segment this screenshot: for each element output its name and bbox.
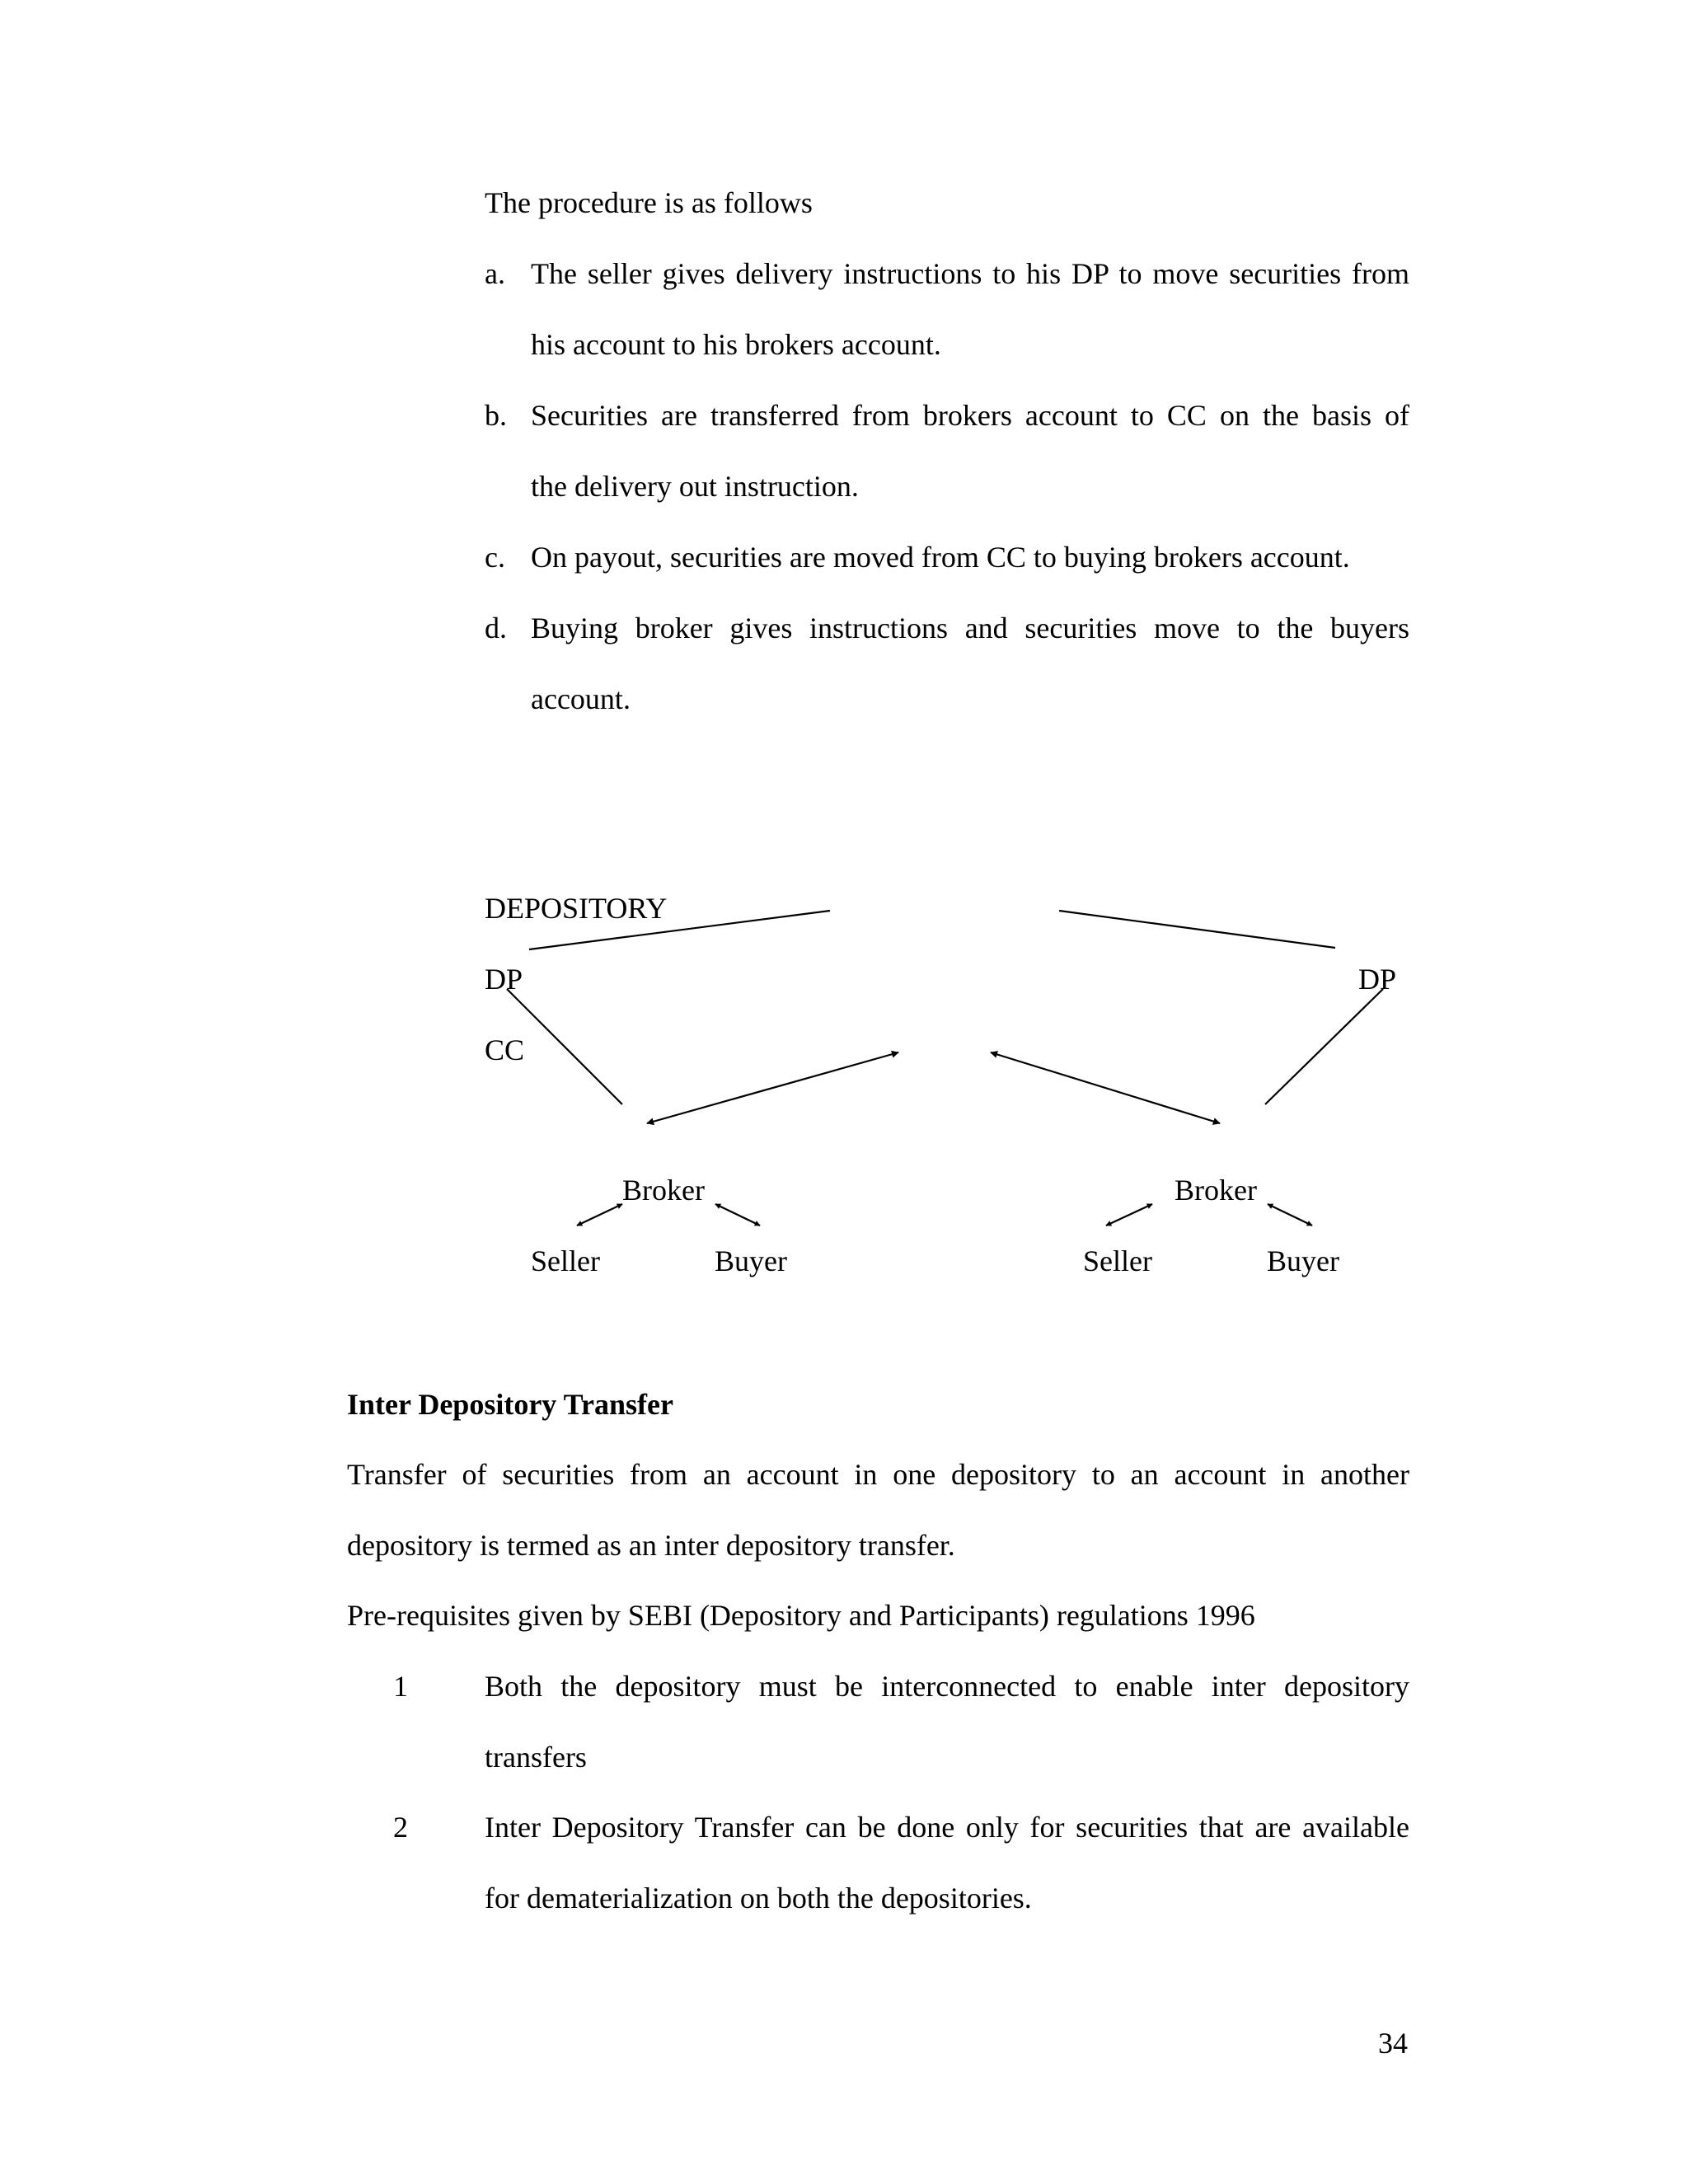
step-text-line: the delivery out instruction. xyxy=(531,470,859,503)
step-marker: a. xyxy=(485,257,505,290)
step-text-line: his account to his brokers account. xyxy=(531,328,941,361)
prereq-text-line: for dematerialization on both the depositories. xyxy=(485,1882,1032,1915)
dp-right-label: DP xyxy=(1358,963,1397,996)
left-seller-label: Seller xyxy=(531,1244,600,1277)
step-marker: c. xyxy=(485,541,505,574)
dp-left-label: DP xyxy=(485,963,523,996)
depository-right-connector xyxy=(1059,911,1335,948)
dp-right-to-broker-line xyxy=(1265,989,1383,1104)
step-text-line: Securities are transferred from brokers account to CC on the basis of xyxy=(531,399,1409,432)
step-text-line: The seller gives delivery instructions to his DP to move securities from xyxy=(531,257,1409,290)
left-broker-label: Broker xyxy=(622,1174,705,1207)
right-broker-label: Broker xyxy=(1175,1174,1257,1207)
section-paragraph-line: depository is termed as an inter depository transfer. xyxy=(347,1529,955,1562)
prereq-text-line: transfers xyxy=(485,1741,587,1774)
left-broker-buyer-arrow xyxy=(715,1204,760,1226)
step-text-line: On payout, securities are moved from CC to buying brokers account. xyxy=(531,541,1350,574)
right-seller-label: Seller xyxy=(1083,1244,1152,1277)
left-buyer-label: Buyer xyxy=(715,1244,787,1277)
left-broker-seller-arrow xyxy=(577,1204,622,1226)
step-marker: d. xyxy=(485,612,507,644)
cc-label: CC xyxy=(485,1033,525,1066)
right-buyer-label: Buyer xyxy=(1267,1244,1339,1277)
prereq-number: 2 xyxy=(393,1811,408,1844)
right-broker-buyer-arrow xyxy=(1268,1204,1312,1226)
depository-label: DEPOSITORY xyxy=(485,892,668,925)
right-broker-seller-arrow xyxy=(1106,1204,1152,1226)
cc-to-right-broker-arrow xyxy=(991,1052,1220,1123)
prereq-intro: Pre-requisites given by SEBI (Depository and Participants) regulations 1996 xyxy=(347,1599,1255,1632)
step-text-line: Buying broker gives instructions and securities move to the buyers xyxy=(531,612,1409,644)
page-number: 34 xyxy=(1378,2027,1408,2060)
step-marker: b. xyxy=(485,399,507,432)
prereq-text-line: Inter Depository Transfer can be done only for securities that are available xyxy=(485,1811,1409,1844)
prereq-number: 1 xyxy=(393,1670,408,1703)
procedure-intro: The procedure is as follows xyxy=(485,186,813,219)
cc-to-left-broker-arrow xyxy=(647,1052,898,1123)
section-heading: Inter Depository Transfer xyxy=(347,1388,673,1421)
prereq-text-line: Both the depository must be interconnected to enable inter depository xyxy=(485,1670,1409,1703)
section-paragraph-line: Transfer of securities from an account in one depository to an account in another xyxy=(347,1458,1409,1491)
step-text-line: account. xyxy=(531,682,631,715)
